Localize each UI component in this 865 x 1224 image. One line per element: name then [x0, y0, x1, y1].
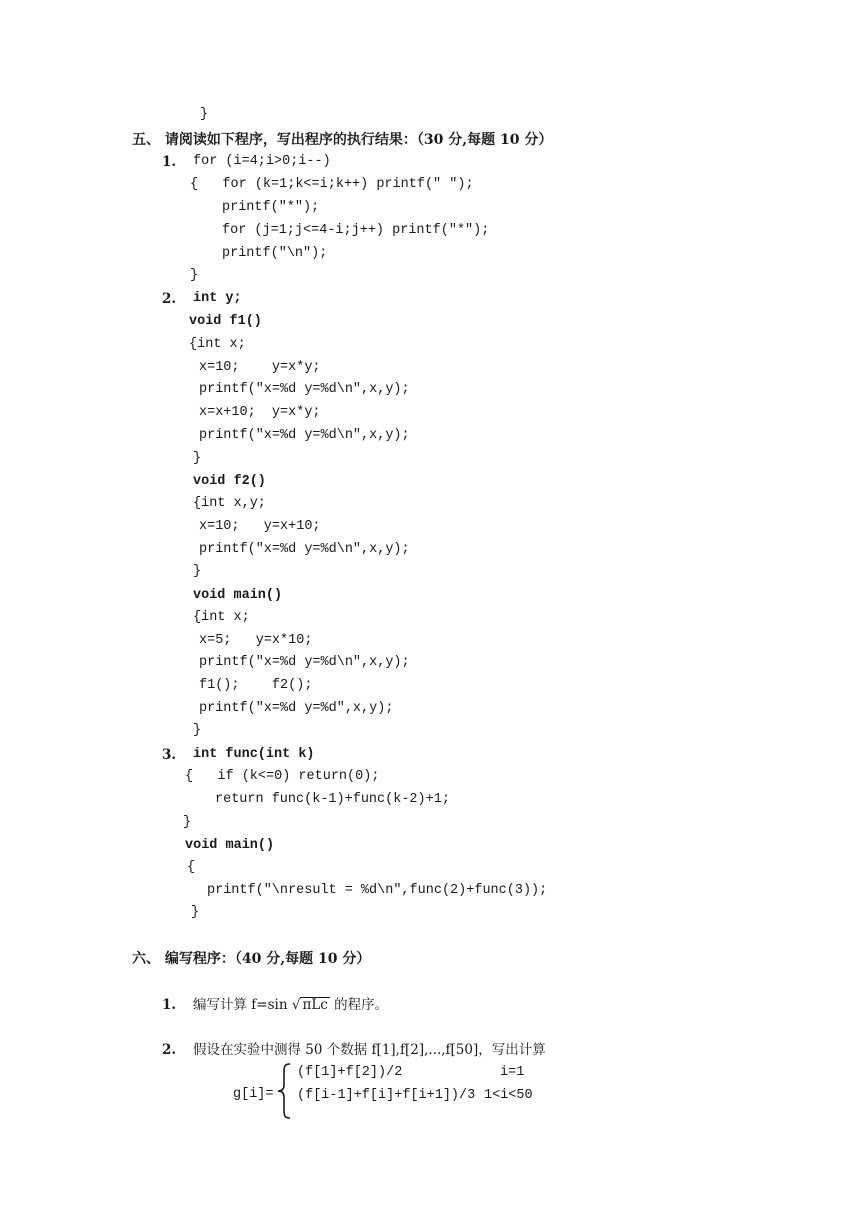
code-line: }	[191, 905, 200, 920]
piecewise-lhs: g[i]=	[233, 1087, 274, 1102]
code-line: void f1()	[189, 314, 262, 329]
code-line: void f2()	[193, 474, 266, 489]
code-line: f1(); f2();	[199, 678, 313, 693]
section-6-heading: 六、 编写程序：（40 分,每题 10 分）	[132, 951, 371, 967]
code-line: int y;	[193, 291, 242, 306]
question-2-text: 假设在实验中测得 50 个数据 f[1],f[2],...,f[50]，写出计算	[193, 1042, 546, 1058]
sqrt-icon: √	[291, 997, 301, 1013]
case-1-expression: (f[1]+f[2])/2	[297, 1065, 403, 1080]
code-line: }	[193, 564, 202, 579]
code-line: printf("\nresult = %d\n",func(2)+func(3));	[207, 883, 548, 898]
code-line: x=10; y=x*y;	[199, 360, 321, 375]
code-line: {int x,y;	[193, 496, 266, 511]
code-line: printf("\n");	[222, 246, 328, 261]
code-line: x=5; y=x*10;	[199, 633, 313, 648]
code-line: printf("x=%d y=%d\n",x,y);	[199, 428, 410, 443]
code-line: printf("x=%d y=%d\n",x,y);	[199, 382, 410, 397]
code-line: { for (k=1;k<=i;k++) printf(" ");	[190, 177, 474, 192]
code-line: void main()	[185, 838, 275, 853]
case-2-expression: (f[i-1]+f[i]+f[i+1])/3	[297, 1088, 476, 1103]
code-line: { if (k<=0) return(0);	[185, 769, 380, 784]
case-1-condition: i=1	[500, 1065, 525, 1080]
code-line: for (i=4;i>0;i--)	[193, 154, 331, 169]
code-line: printf("*");	[222, 200, 320, 215]
code-line: }	[193, 723, 202, 738]
left-brace-icon	[276, 1063, 292, 1119]
code-line: {int x;	[189, 337, 246, 352]
question-2-number: 2.	[162, 1042, 177, 1058]
code-line: for (j=1;j<=4-i;j++) printf("*");	[222, 223, 490, 238]
code-line: return func(k-1)+func(k-2)+1;	[215, 792, 450, 807]
code-line: {	[187, 860, 196, 875]
question-1-text	[193, 996, 388, 1014]
code-line: x=10; y=x+10;	[199, 519, 321, 534]
section-5-heading: 五、 请阅读如下程序，写出程序的执行结果：（30 分,每题 10 分）	[132, 132, 553, 148]
code-line: int func(int k)	[193, 747, 315, 762]
problem-3-number: 3.	[162, 747, 177, 763]
code-line: }	[193, 451, 202, 466]
previous-closing-brace: }	[200, 107, 209, 122]
question-1-suffix: 的程序。	[334, 997, 389, 1013]
code-line: x=x+10; y=x*y;	[199, 405, 321, 420]
code-line: printf("x=%d y=%d\n",x,y);	[199, 542, 410, 557]
question-1-prefix: 编写计算 f=sin	[193, 997, 288, 1013]
code-line: printf("x=%d y=%d\n",x,y);	[199, 655, 410, 670]
sqrt-radicand: πLc	[302, 997, 328, 1013]
code-line: }	[190, 268, 199, 283]
problem-2-number: 2.	[162, 291, 177, 307]
case-2-condition: 1<i<50	[484, 1088, 533, 1103]
code-line: printf("x=%d y=%d",x,y);	[199, 701, 394, 716]
code-line: {int x;	[193, 610, 250, 625]
question-1-number: 1.	[162, 997, 177, 1013]
problem-1-number: 1.	[162, 154, 177, 170]
code-line: void main()	[193, 588, 283, 603]
code-line: }	[183, 815, 192, 830]
